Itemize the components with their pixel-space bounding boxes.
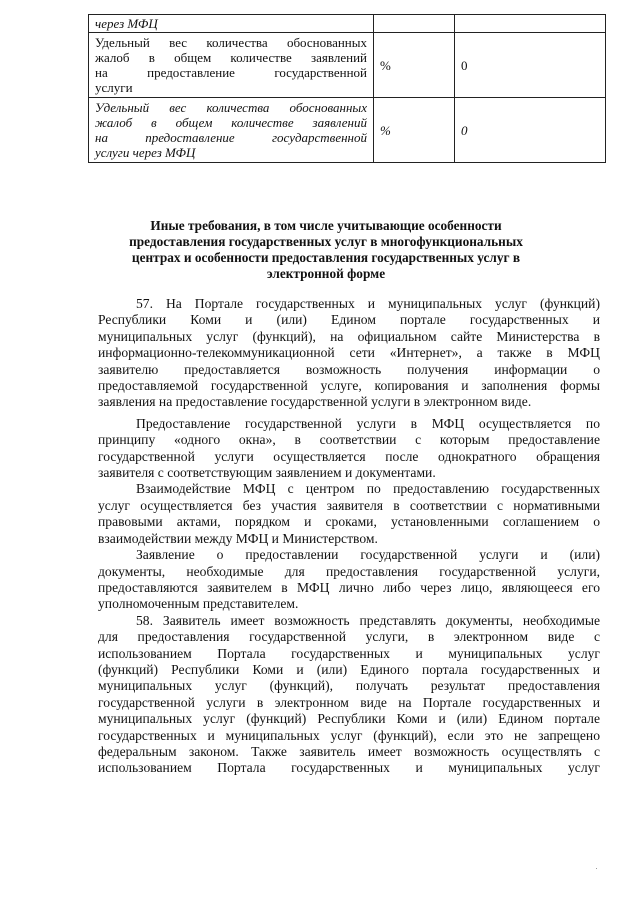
section-heading: [96, 218, 556, 282]
indicator-cell: [89, 98, 374, 163]
heading-line: предоставления государственных услуг в многофункциональных: [129, 234, 523, 249]
table-row: [89, 15, 606, 33]
text-line: предоставляются заявителем в МФЦ лично либо через лицо, являющееся его: [98, 579, 600, 595]
table-row: [89, 98, 606, 163]
text-line: документы, необходимые для предоставления государственной услуги,: [98, 563, 600, 579]
text-line: 58. Заявитель имеет возможность представлять документы, необходимые: [136, 612, 600, 628]
text-line: взаимодействии между МФЦ и Министерством.: [98, 530, 378, 546]
paragraph: [98, 416, 600, 482]
scan-speck: [596, 868, 597, 869]
indicator-line: жалоб в общем количестве заявлений: [95, 50, 367, 65]
text-line: использованием Портала государственных и муниципальных услуг: [98, 645, 600, 661]
heading-line: Иные требования, в том числе учитывающие особенности: [150, 218, 502, 233]
table-row: [89, 33, 606, 98]
indicators-table: [88, 14, 606, 163]
paragraph: [98, 613, 600, 777]
unit-cell: %: [374, 33, 455, 98]
text-line: предоставляемой государственной услуге, копирования и заполнения формы: [98, 378, 600, 394]
indicator-line: Удельный вес количества обоснованных: [95, 35, 367, 50]
text-line: муниципальных услуг (функций), получать результат предоставления: [98, 678, 600, 694]
body-text: [98, 296, 600, 777]
text-line: государственной услуги осуществляется после однократного обращения: [98, 448, 600, 464]
text-line: муниципальных услуг (функций) Республики Коми и (или) Едином портале: [98, 711, 600, 727]
value-cell: [455, 15, 606, 33]
heading-line: электронной форме: [266, 266, 386, 281]
indicator-line: услуги через МФЦ: [95, 145, 196, 160]
paragraph: [98, 481, 600, 547]
text-line: заявителя с соответствующим заявлением и документами.: [98, 465, 436, 481]
indicator-line: жалоб в общем количестве заявлений: [95, 115, 367, 130]
text-line: муниципальных услуг (функций), на официальном сайте Министерства в: [98, 328, 600, 344]
text-line: Взаимодействие МФЦ с центром по предоставлению государственных: [136, 481, 600, 497]
indicator-line: услуги: [95, 80, 133, 95]
paragraph: [98, 547, 600, 613]
text-line: информационно-телекоммуникационной сети «Интернет», а также в МФЦ: [98, 345, 600, 361]
unit-cell: [374, 15, 455, 33]
unit-cell: %: [374, 98, 455, 163]
text-line: (функций) Республики Коми и (или) Единого портала государственных и: [98, 661, 600, 677]
indicator-line: Удельный вес количества обоснованных: [95, 100, 367, 115]
text-line: заявителю предоставляется возможность получения информации о: [98, 361, 600, 377]
text-line: государственной услуги в электронном виде на Портале государственных и: [98, 694, 600, 710]
text-line: для предоставления государственной услуги, в электронном виде с: [98, 629, 600, 645]
text-line: Заявление о предоставлении государственной услуги и (или): [136, 547, 600, 563]
value-cell: 0: [455, 33, 606, 98]
text-line: правовыми актами, порядком и сроками, установленными соглашением о: [98, 514, 600, 530]
indicator-line: на предоставление государственной: [95, 65, 367, 80]
text-line: использованием Портала государственных и муниципальных услуг: [98, 760, 600, 776]
text-line: государственных и муниципальных услуг (функций), если это не запрещено: [98, 727, 600, 743]
value-cell: 0: [455, 98, 606, 163]
text-line: уполномоченным представителем.: [98, 596, 299, 612]
text-line: Предоставление государственной услуги в МФЦ осуществляется по: [136, 415, 600, 431]
text-line: услуг осуществляется без участия заявителя в соответствии с нормативными: [98, 497, 600, 513]
heading-line: центрах и особенности предоставления государственных услуг в: [131, 250, 521, 265]
text-line: федеральным законом. Также заявитель имеет возможность осуществлять с: [98, 743, 600, 759]
indicator-cell: [89, 15, 374, 33]
paragraph: [98, 296, 600, 411]
indicator-cell: [89, 33, 374, 98]
text-line: 57. На Портале государственных и муниципальных услуг (функций): [136, 296, 600, 311]
text-line: заявления на предоставление государственной услуги в электронном виде.: [98, 394, 532, 410]
indicator-line: на предоставление государственной: [95, 130, 367, 145]
text-line: принципу «одного окна», в соответствии с которым предоставление: [98, 432, 600, 448]
text-line: Республики Коми и (или) Едином портале государственных и: [98, 312, 600, 328]
indicator-line: через МФЦ: [95, 16, 158, 31]
